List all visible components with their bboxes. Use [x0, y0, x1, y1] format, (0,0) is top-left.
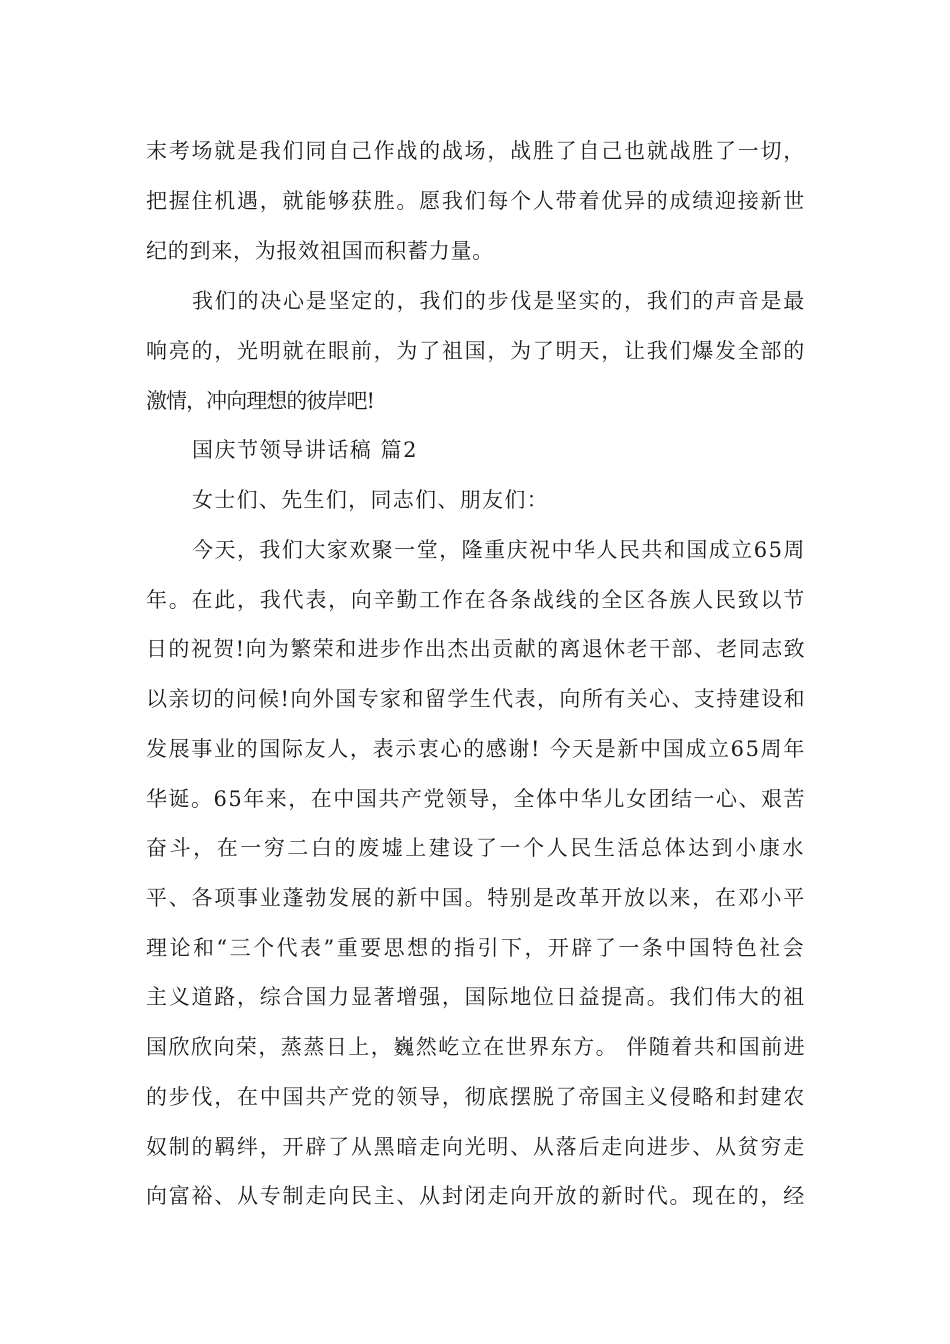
text-line-22	[146, 1176, 950, 1216]
text-line-15-content: 奋斗，在一穷二白的废墟上建设了一个人民生活总体达到小康水	[146, 836, 806, 860]
text-line-16-content: 平、各项事业蓬勃发展的新中国。特别是改革开放以来，在邓小平	[146, 886, 807, 910]
text-line-19-content: 国欣欣向荣，蒸蒸日上，巍然屹立在世界东方。 伴随着共和国前进	[146, 1035, 807, 1059]
text-line-21	[146, 1127, 950, 1167]
paragraph-start-line-4	[192, 281, 950, 321]
salutation-text: 女士们、先生们，同志们、朋友们：	[192, 488, 549, 512]
text-line-17	[146, 928, 950, 968]
text-line-18-content: 主义道路，综合国力显著增强，国际地位日益提高。我们伟大的祖	[146, 985, 807, 1009]
text-line-13	[146, 729, 950, 769]
text-line-18	[146, 977, 950, 1017]
text-line-19	[146, 1027, 950, 1067]
text-line-13-content: 发展事业的国际友人，表示衷心的感谢! 今天是新中国成立65周年	[146, 737, 806, 761]
text-line-9-content: 今天，我们大家欢聚一堂，隆重庆祝中华人民共和国成立65周	[192, 538, 806, 562]
text-line-11	[146, 629, 950, 669]
text-line-14	[146, 779, 950, 819]
text-line-1	[146, 131, 950, 171]
text-line-1-content: 末考场就是我们同自己作战的战场，战胜了自己也就战胜了一切，	[146, 139, 807, 163]
text-line-16	[146, 878, 950, 918]
text-line-6-content: 激情，冲向理想的彼岸吧!	[146, 389, 375, 413]
text-line-5	[146, 331, 950, 371]
text-line-15	[146, 828, 950, 868]
paragraph-start-line-9	[192, 530, 950, 570]
text-line-4-content: 我们的决心是坚定的，我们的步伐是坚实的，我们的声音是最	[192, 289, 806, 313]
section-heading-text: 国庆节领导讲话稿 篇2	[192, 438, 418, 462]
text-line-10	[146, 580, 950, 620]
text-line-10-content: 年。在此，我代表，向辛勤工作在各条战线的全区各族人民致以节	[146, 588, 807, 612]
text-line-22-content: 向富裕、从专制走向民主、从封闭走向开放的新时代。现在的，经	[146, 1184, 807, 1208]
text-line-21-content: 奴制的羁绊，开辟了从黑暗走向光明、从落后走向进步、从贫穷走	[146, 1135, 807, 1159]
text-line-11-content: 日的祝贺!向为繁荣和进步作出杰出贡献的离退休老干部、老同志致	[146, 637, 807, 661]
section-heading	[192, 430, 950, 470]
text-line-5-content: 响亮的，光明就在眼前，为了祖国，为了明天，让我们爆发全部的	[146, 339, 807, 363]
text-line-3	[146, 231, 950, 271]
text-line-2-content: 把握住机遇，就能够获胜。愿我们每个人带着优异的成绩迎接新世	[146, 189, 807, 213]
salutation-line	[192, 480, 950, 520]
text-line-14-content: 华诞。65年来，在中国共产党领导，全体中华儿女团结一心、艰苦	[146, 787, 807, 811]
text-line-20	[146, 1077, 950, 1117]
text-line-2	[146, 181, 950, 221]
text-line-20-content: 的步伐，在中国共产党的领导，彻底摆脱了帝国主义侵略和封建农	[146, 1085, 807, 1109]
text-line-6	[146, 381, 950, 421]
text-line-17-content: 理论和“三个代表”重要思想的指引下，开辟了一条中国特色社会	[146, 936, 807, 960]
text-line-12	[146, 679, 950, 719]
text-line-12-content: 以亲切的问候!向外国专家和留学生代表，向所有关心、支持建设和	[146, 687, 807, 711]
text-line-3-content: 纪的到来，为报效祖国而积蓄力量。	[146, 239, 494, 263]
